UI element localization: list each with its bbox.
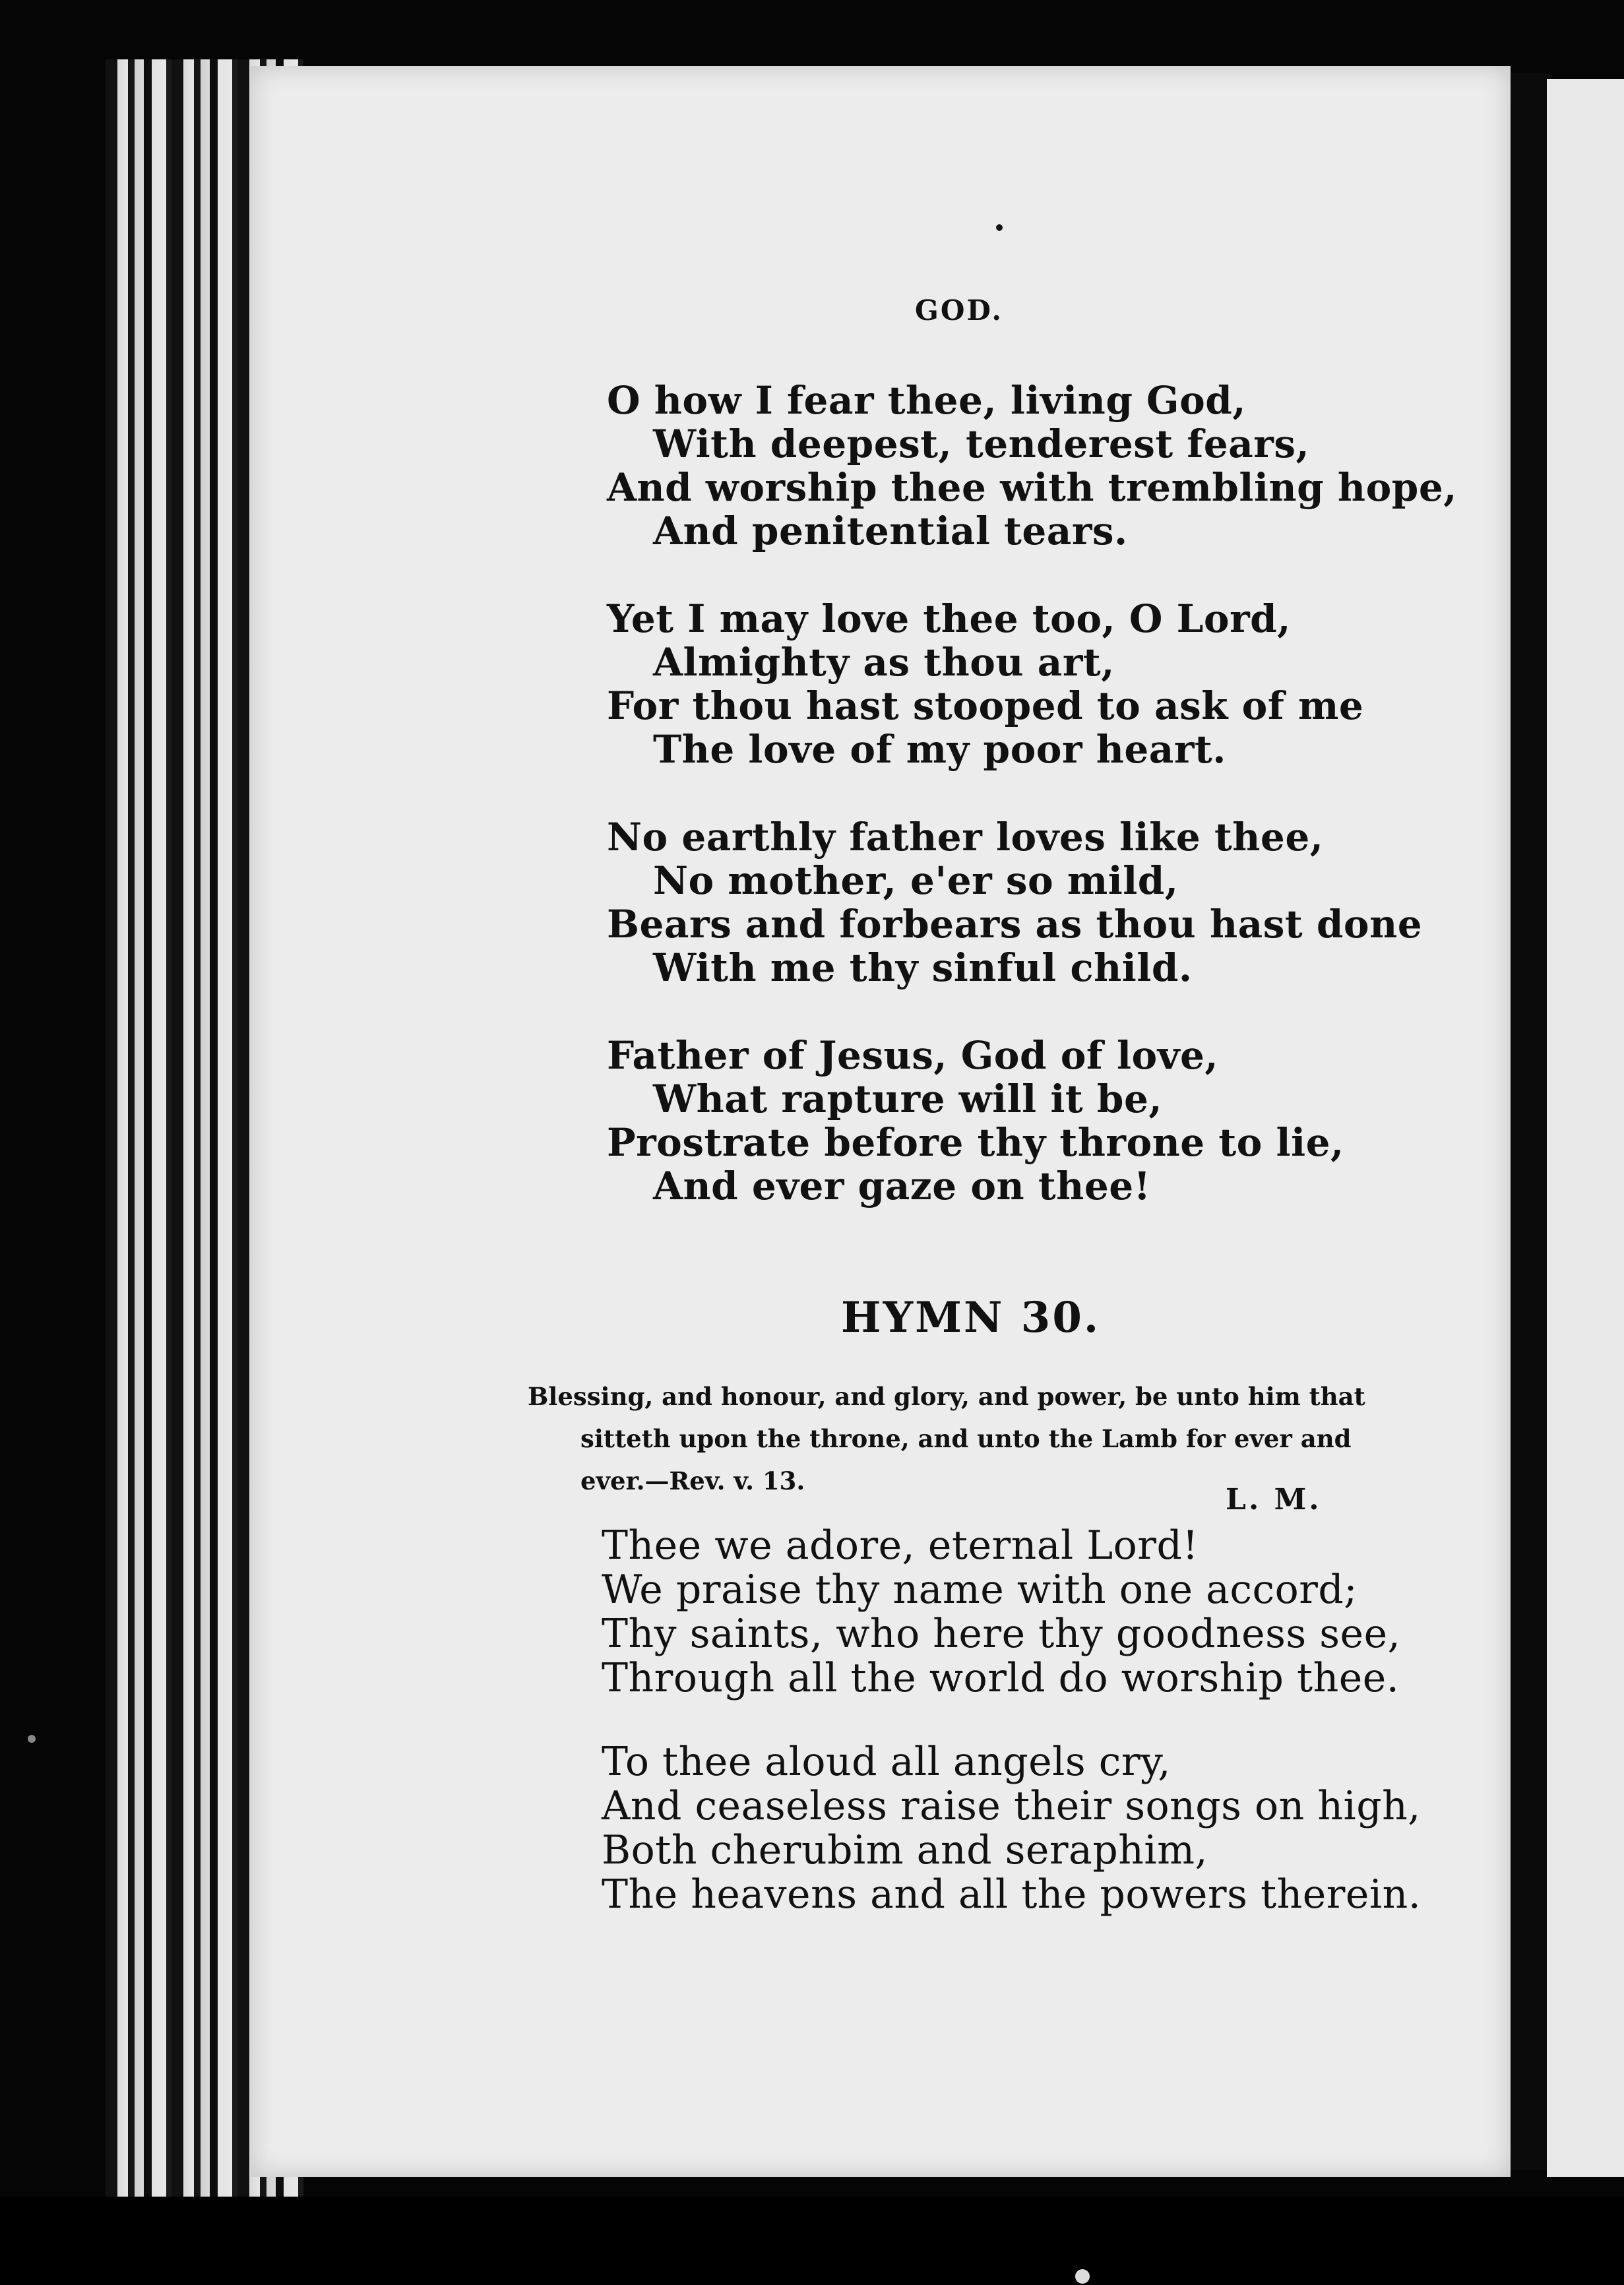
verse-line: And ever gaze on thee! bbox=[653, 1164, 1151, 1208]
verse-line: We praise thy name with one accord; bbox=[602, 1567, 1358, 1613]
verse-line: For thou hast stooped to ask of me bbox=[607, 683, 1364, 728]
epigraph-line: Blessing, and honour, and glory, and power, be unto him that bbox=[528, 1382, 1365, 1411]
gutter-shadow bbox=[1511, 73, 1550, 2170]
verse-line: With me thy sinful child. bbox=[653, 945, 1193, 990]
stanza bbox=[607, 815, 1422, 989]
verse-line: And ceaseless raise their songs on high, bbox=[602, 1783, 1421, 1829]
verse-line: Both cherubim and seraphim, bbox=[602, 1827, 1208, 1873]
epigraph-line: sitteth upon the throne, and unto the Lamb for ever and bbox=[580, 1424, 1352, 1453]
stanza bbox=[602, 1740, 1421, 1917]
verse-line: Bears and forbears as thou hast done bbox=[607, 902, 1423, 947]
verse-line: Father of Jesus, God of love, bbox=[607, 1033, 1219, 1078]
verse-line: O how I fear thee, living God, bbox=[607, 378, 1247, 423]
ink-dot bbox=[996, 224, 1003, 231]
running-head: GOD. bbox=[915, 294, 1004, 327]
verse-line: The heavens and all the powers therein. bbox=[602, 1871, 1421, 1918]
epigraph-line: ever.—Rev. v. 13. bbox=[580, 1466, 805, 1495]
stanza bbox=[602, 1524, 1400, 1701]
verse-line: And worship thee with trembling hope, bbox=[607, 465, 1457, 510]
verse-line: Thy saints, who here thy goodness see, bbox=[602, 1611, 1401, 1657]
verse-line: Through all the world do worship thee. bbox=[602, 1655, 1400, 1701]
verse-line: Prostrate before thy throne to lie, bbox=[607, 1120, 1344, 1165]
verse-line: No mother, e'er so mild, bbox=[653, 858, 1179, 903]
stanza bbox=[607, 379, 1457, 553]
scan-speck bbox=[28, 1735, 36, 1743]
verse-line: What rapture will it be, bbox=[653, 1077, 1163, 1121]
verse-line: Thee we adore, eternal Lord! bbox=[602, 1522, 1199, 1569]
scan-speck bbox=[1075, 2269, 1090, 2284]
verse-line: With deepest, tenderest fears, bbox=[653, 422, 1310, 466]
verse-line: Almighty as thou art, bbox=[653, 640, 1115, 685]
verse-line: The love of my poor heart. bbox=[653, 727, 1226, 772]
hymn-meter: L. M. bbox=[1226, 1483, 1322, 1517]
verse-line: To thee aloud all angels cry, bbox=[602, 1739, 1171, 1785]
facing-page-edge bbox=[1547, 79, 1624, 2177]
verse-line: No earthly father loves like thee, bbox=[607, 815, 1324, 860]
stanza bbox=[607, 597, 1363, 771]
hymn-title: HYMN 30. bbox=[841, 1293, 1101, 1342]
scan-background bbox=[0, 2197, 1624, 2285]
stanza bbox=[607, 1034, 1344, 1208]
verse-line: And penitential tears. bbox=[653, 509, 1128, 553]
verse-line: Yet I may love thee too, O Lord, bbox=[607, 596, 1291, 641]
